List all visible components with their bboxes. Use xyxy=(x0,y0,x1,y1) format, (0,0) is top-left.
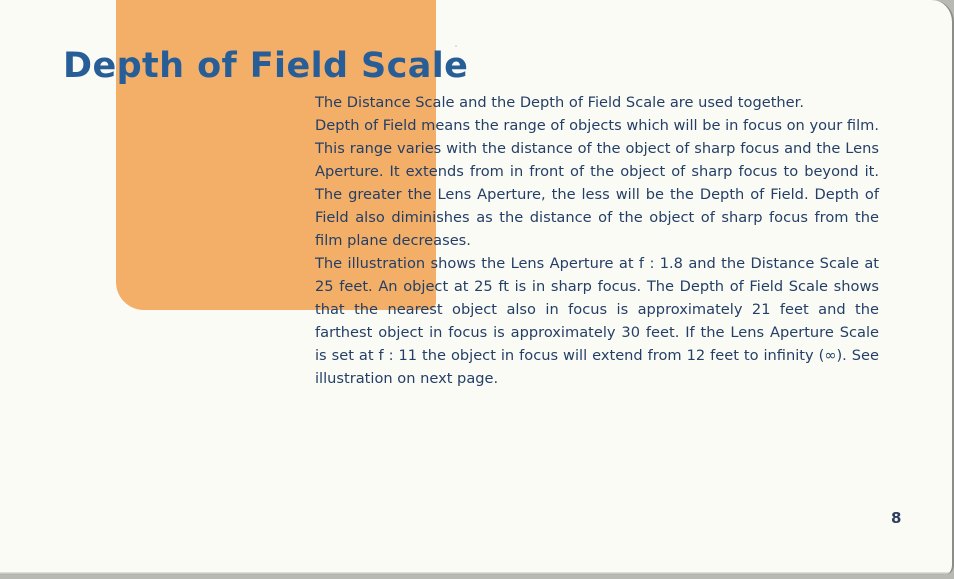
paragraph-illustration: The illustration shows the Lens Aperture at f : 1.8 and the Distance Scale at 25 feet. An object at 25 ft is in sharp focus. The Depth of Field Scale shows that the nearest object also in focus is approximately 21 feet and the farthest object in focus is approximately 30 feet. If the Lens Aperture Scale is set at f : 11 the object in focus will extend from 12 feet to infinity (∞). See illustration on next page. xyxy=(315,255,879,387)
paragraph-definition: Depth of Field means the range of objects which will be in focus on your film. This range varies with the distance of the object of sharp focus and the Lens Aperture. It extends from in front of the object of sharp focus to beyond it. The greater the Lens Aperture, the less will be the Depth of Field. Depth of Field also diminishes as the distance of the object of sharp focus from the film plane decreases. xyxy=(315,117,879,249)
page-number: 8 xyxy=(891,509,902,527)
body-text xyxy=(315,91,879,390)
page-title: Depth of Field Scale xyxy=(63,46,469,86)
paragraph-intro: The Distance Scale and the Depth of Field Scale are used together. xyxy=(315,94,804,111)
